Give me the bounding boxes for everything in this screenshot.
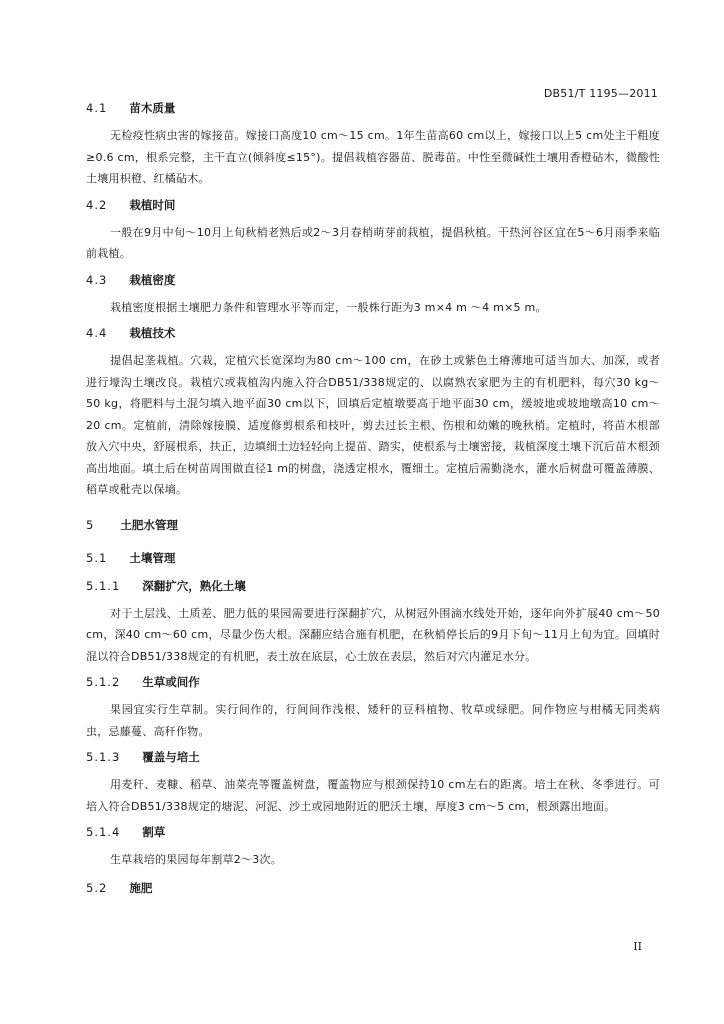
section-paragraph-5-1-4: 生草栽培的果园每年割草2～3次。: [110, 853, 282, 866]
section-heading-4-1: [86, 100, 660, 116]
section-title: 土肥水管理: [120, 517, 178, 532]
section-heading-4-3: [86, 272, 660, 288]
section-number: 5.1.4: [86, 825, 121, 839]
section-number: 5.1.2: [86, 675, 121, 689]
section-heading-4-2: [86, 197, 660, 213]
section-paragraph-4-2: 一般在9月中旬～10月上旬秋梢老熟后或2～3月春梢萌芽前栽植，提倡秋植。干热河谷区宜在5～6月雨季来临前栽植。: [86, 225, 660, 260]
section-number: 5.1.3: [86, 750, 121, 764]
section-title: 深翻扩穴，熟化土壤: [142, 578, 246, 593]
section-number: 5: [86, 517, 95, 532]
section-heading-5-1: [86, 550, 660, 566]
document-code: DB51/T 1195—2011: [543, 87, 658, 100]
section-heading-5-1-1: [86, 578, 660, 594]
page-number: II: [633, 940, 642, 953]
section-number: 4.4: [86, 326, 108, 340]
section-paragraph-5-1-3: 用麦秆、麦糠、稻草、油菜壳等覆盖树盘，覆盖物应与根颈保持10 cm左右的距离。培土在秋、冬季进行。可培入符合DB51/338规定的塘泥、河泥、沙土或园地附近的肥沃土壤，厚度3 cm～5 cm，根颈露出地面。: [86, 778, 660, 813]
section-heading-5-2: [86, 880, 660, 896]
section-paragraph-4-3: 栽植密度根据土壤肥力条件和管理水平等而定，一般株行距为3 m×4 m ～4 m×5 m。: [110, 300, 547, 314]
section-heading-4-4: [86, 325, 660, 341]
section-title: 生草或间作: [142, 675, 200, 689]
section-paragraph-5-1-2: 果园宜实行生草制。实行间作的，行间间作浅根、矮秆的豆科植物、牧草或绿肥。间作物应与柑橘无同类病虫，忌藤蔓、高秆作物。: [86, 703, 660, 738]
section-number: 4.2: [86, 197, 108, 212]
section-heading-5-1-2: [86, 674, 660, 690]
section-number: 4.3: [86, 272, 108, 287]
document-content: [86, 100, 660, 896]
section-heading-5-1-4: [86, 824, 660, 840]
section-number: 5.2: [86, 880, 108, 895]
section-number: 4.1: [86, 101, 108, 115]
section-number: 5.1: [86, 550, 108, 565]
section-title: 割草: [142, 825, 166, 839]
section-title: 栽植技术: [129, 326, 176, 340]
section-title: 栽植时间: [129, 197, 176, 212]
section-paragraph-4-1: 无检疫性病虫害的嫁接苗。嫁接口高度10 cm～15 cm。1年生苗高60 cm以上，嫁接口以上5 cm处主干粗度≥0.6 cm，根系完整，主干直立(倾斜度≤15°)。提倡栽植容器苗、脱毒苗。中性至微碱性土壤用香橙砧木，微酸性土壤用枳橙、红橘砧木。: [86, 129, 660, 185]
section-title: 苗木质量: [129, 101, 176, 115]
section-title: 土壤管理: [129, 550, 176, 565]
section-title: 覆盖与培土: [142, 750, 200, 764]
section-title: 栽植密度: [129, 272, 176, 287]
section-title: 施肥: [129, 880, 153, 895]
section-number: 5.1.1: [86, 578, 121, 593]
section-paragraph-4-4: 提倡起垄栽植。穴栽，定植穴长宽深均为80 cm～100 cm，在砂土或紫色土瘠薄地可适当加大、加深，或者进行壕沟土壤改良。栽植穴或栽植沟内施入符合DB51/338规定的、以腐熟农家肥为主的有机肥料，每穴30 kg～50 kg，将肥料与土混匀填入地平面30 cm以下，回填后定植墩要高于地平面30 cm，缓坡地或坡地墩高10 cm～ 20 cm。定植前，清除嫁接膜、适度修剪根系和枝叶，剪去过长主根、伤根和幼嫩的晚秋梢。定植时，将苗木根部放入穴中央，舒展根系，扶正，边填细土边轻轻向上提苗、踏实，使根系与土壤密接，栽植深度土壤下沉后苗木根颈高出地面。填土后在树苗周围做直径1 m的树盘，浇透定根水，覆细土。定植后需勤浇水，灌水后树盘可覆盖薄膜、稻草或秕壳以保墒。: [86, 354, 660, 496]
section-heading-5: [86, 517, 660, 533]
section-heading-5-1-3: [86, 749, 660, 765]
section-paragraph-5-1-1: 对于土层浅、土质差、肥力低的果园需要进行深翻扩穴，从树冠外围滴水线处开始，逐年向外扩展40 cm～50 cm，深40 cm～60 cm，尽量少伤大根。深翻应结合施有机肥，在秋梢停长后的9月下旬～11月上旬为宜。回填时混以符合DB51/338规定的有机肥，表土放在底层，心土放在表层，然后对穴内灌足水分。: [86, 606, 660, 663]
